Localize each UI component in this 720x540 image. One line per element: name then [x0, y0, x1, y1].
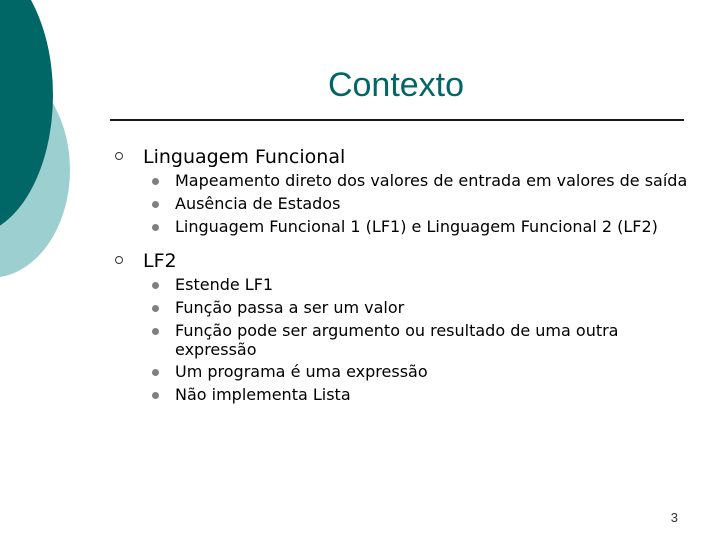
page-number: 3	[670, 510, 678, 525]
hollow-circle-bullet-icon	[115, 152, 123, 160]
slide-content	[112, 145, 692, 417]
dot-bullet-icon	[152, 282, 159, 289]
list-item: Um programa é uma expressão	[142, 362, 692, 382]
bullet-list	[142, 171, 692, 237]
list-item: Estende LF1	[142, 275, 692, 295]
list-item: Função passa a ser um valor	[142, 298, 692, 318]
dot-bullet-icon	[152, 178, 159, 185]
title-divider	[110, 119, 684, 121]
list-item: Linguagem Funcional 1 (LF1) e Linguagem Funcional 2 (LF2)	[142, 217, 692, 237]
dot-bullet-icon	[152, 224, 159, 231]
list-item: Mapeamento direto dos valores de entrada em valores de saída	[142, 171, 692, 191]
dot-bullet-icon	[152, 369, 159, 376]
bullet-list	[142, 275, 692, 405]
decorative-circles	[0, 0, 120, 300]
section-heading: Linguagem Funcional	[112, 145, 692, 169]
dot-bullet-icon	[152, 305, 159, 312]
slide-title: Contexto	[327, 66, 465, 104]
dot-bullet-icon	[152, 328, 159, 335]
list-item: Não implementa Lista	[142, 385, 692, 405]
list-item: Ausência de Estados	[142, 194, 692, 214]
dot-bullet-icon	[152, 392, 159, 399]
dot-bullet-icon	[152, 201, 159, 208]
hollow-circle-bullet-icon	[115, 256, 123, 264]
list-item: Função pode ser argumento ou resultado de uma outra expressão	[142, 321, 692, 359]
section-heading: LF2	[112, 249, 692, 273]
